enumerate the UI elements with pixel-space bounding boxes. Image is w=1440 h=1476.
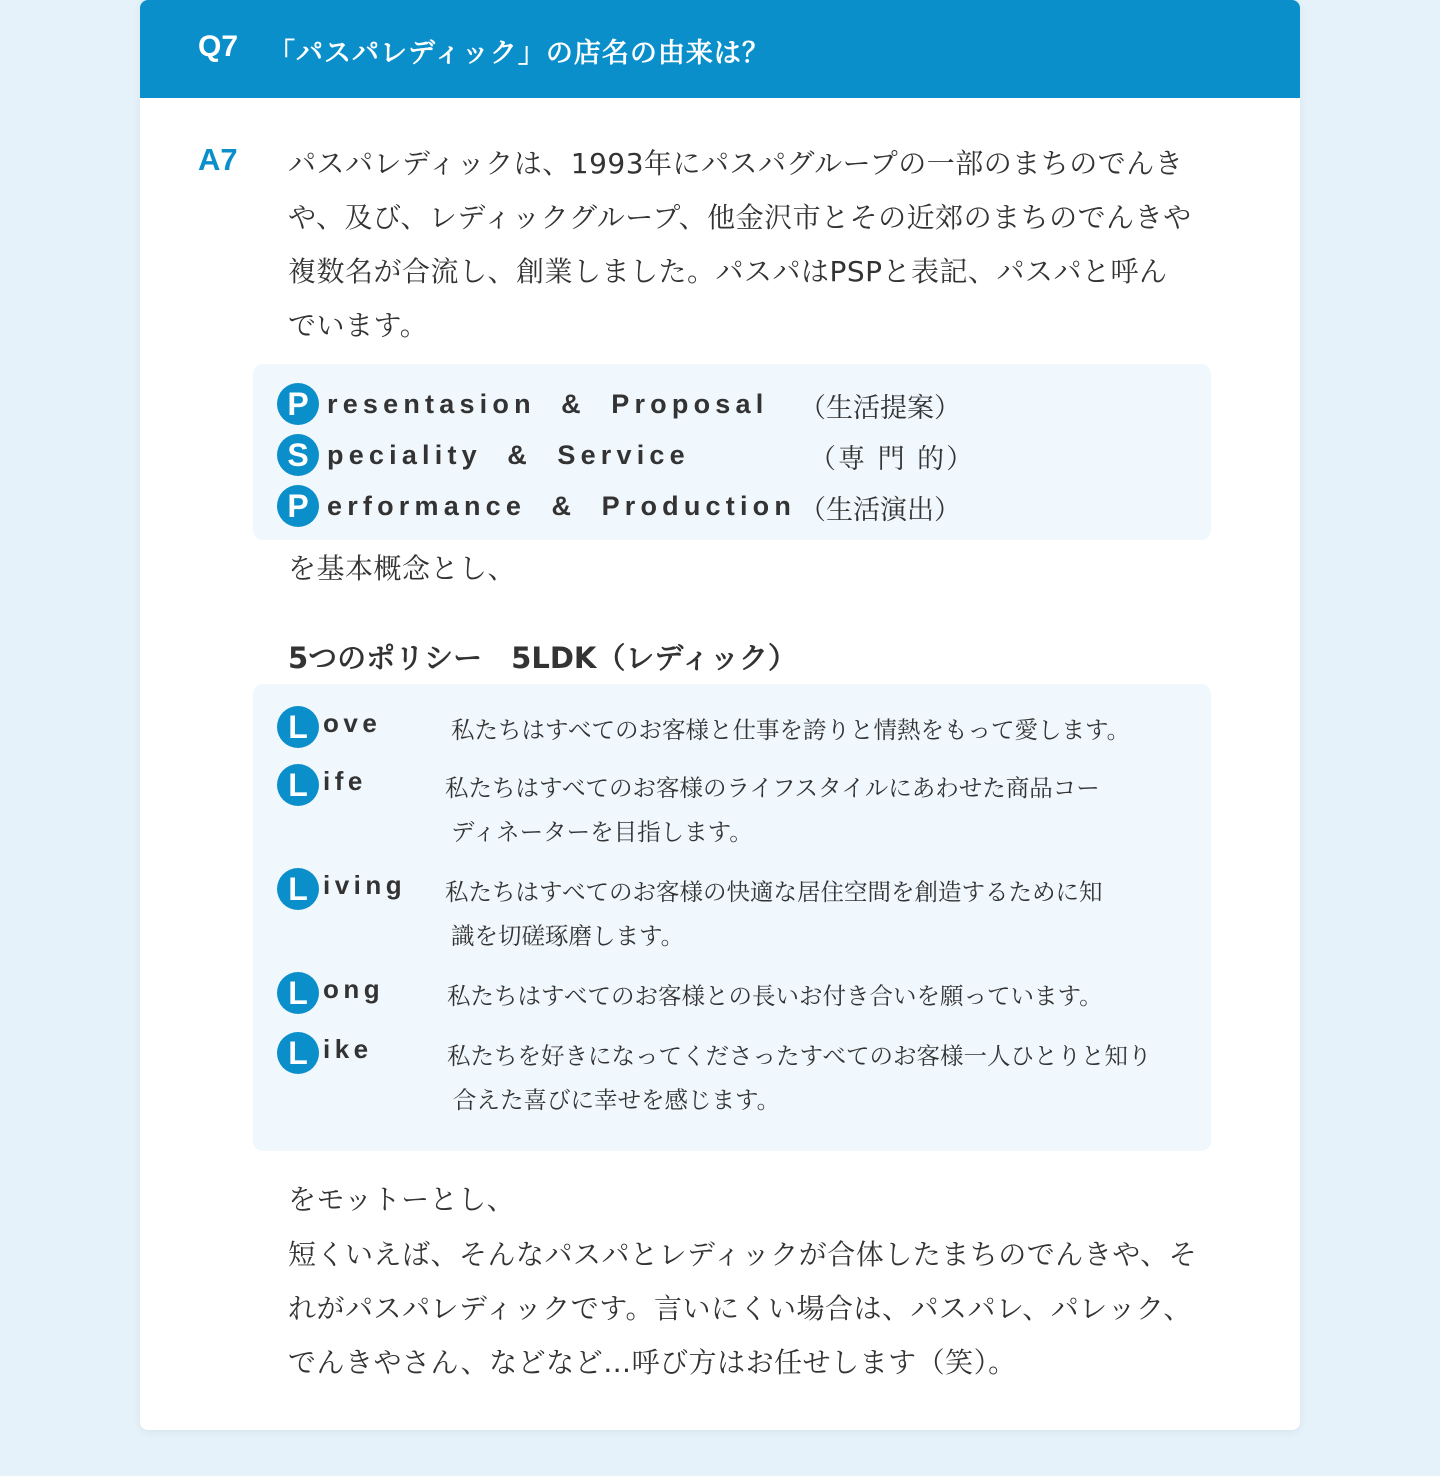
psp-meaning: （専 門 的）	[809, 444, 976, 475]
concept-text: を基本概念とし、	[288, 552, 517, 585]
policy-title: 5つのポリシー 5LDK（レディック）	[288, 641, 798, 675]
ldk-box	[253, 684, 1211, 1151]
answer-intro-line: 複数名が合流し、創業しました。パスパはPSPと表記、パスパと呼ん	[288, 255, 1168, 288]
psp-word: resentasion & Proposal	[327, 388, 769, 419]
ldk-word: ike	[323, 1034, 373, 1064]
ldk-letter-badge: L	[277, 764, 319, 806]
ldk-description	[451, 708, 1191, 752]
ldk-description-line: 私たちはすべてのお客様と仕事を誇りと情熱をもって愛します。	[451, 716, 1131, 744]
psp-meaning: （生活提案）	[799, 393, 961, 424]
psp-letter-badge: P	[277, 485, 319, 527]
ldk-description-line: 私たちはすべてのお客様の快適な居住空間を創造するために知	[445, 878, 1103, 906]
closing-text	[288, 1173, 1248, 1390]
psp-letter-badge: P	[277, 383, 319, 425]
ldk-letter-badge: L	[277, 972, 319, 1014]
ldk-description-line: ディネーターを目指します。	[451, 818, 753, 846]
motto-text: をモットーとし、	[288, 1183, 516, 1216]
closing-line: 短くいえば、そんなパスパとレディックが合体したまちのでんきや、そ	[288, 1238, 1198, 1271]
question-number: Q7	[198, 30, 239, 63]
psp-line	[277, 433, 690, 477]
ldk-row	[277, 706, 1187, 750]
psp-line	[277, 484, 796, 528]
ldk-letter-badge: L	[277, 1032, 319, 1074]
ldk-row	[277, 972, 1187, 1016]
ldk-description	[447, 974, 1187, 1018]
ldk-word: ong	[323, 974, 385, 1004]
psp-line	[277, 382, 768, 426]
ldk-description	[445, 870, 1185, 958]
ldk-word: ife	[323, 766, 367, 796]
ldk-description-line: 合えた喜びに幸せを感じます。	[453, 1086, 781, 1114]
psp-meaning: （生活演出）	[799, 495, 961, 526]
answer-intro-line: や、及び、レディックグループ、他金沢市とその近郊のまちのでんきや	[288, 201, 1192, 234]
faq-card	[140, 0, 1300, 1430]
psp-word: erformance & Production	[327, 490, 797, 521]
question-text: 「パスパレディック」の店名の由来は？	[268, 38, 770, 69]
ldk-description-line: 識を切磋琢磨します。	[451, 922, 685, 950]
ldk-description	[447, 1034, 1187, 1122]
ldk-row	[277, 764, 1187, 854]
closing-line: でんきやさん、などなど…呼び方はお任せします（笑）。	[288, 1346, 1017, 1379]
answer-intro	[288, 137, 1248, 353]
ldk-description-line: 私たちはすべてのお客様との長いお付き合いを願っています。	[447, 982, 1103, 1010]
answer-number: A7	[198, 142, 238, 177]
closing-line: れがパスパレディックです。言いにくい場合は、パスパレ、パレック、	[288, 1292, 1192, 1325]
psp-letter-badge: S	[277, 434, 319, 476]
ldk-description	[445, 766, 1185, 854]
psp-box	[253, 364, 1211, 540]
ldk-letter-badge: L	[277, 706, 319, 748]
answer-intro-line: でいます。	[288, 309, 429, 342]
ldk-word: ove	[323, 708, 382, 738]
ldk-word: iving	[323, 870, 407, 900]
psp-word: peciality & Service	[327, 439, 690, 470]
ldk-description-line: 私たちはすべてのお客様のライフスタイルにあわせた商品コー	[445, 774, 1100, 802]
ldk-letter-badge: L	[277, 868, 319, 910]
ldk-row	[277, 868, 1187, 958]
ldk-row	[277, 1032, 1187, 1122]
ldk-description-line: 私たちを好きになってくださったすべてのお客様一人ひとりと知り	[447, 1042, 1152, 1070]
question-header	[140, 0, 1300, 98]
answer-intro-line: パスパレディックは、1993年にパスパグループの一部のまちのでんき	[288, 147, 1184, 180]
